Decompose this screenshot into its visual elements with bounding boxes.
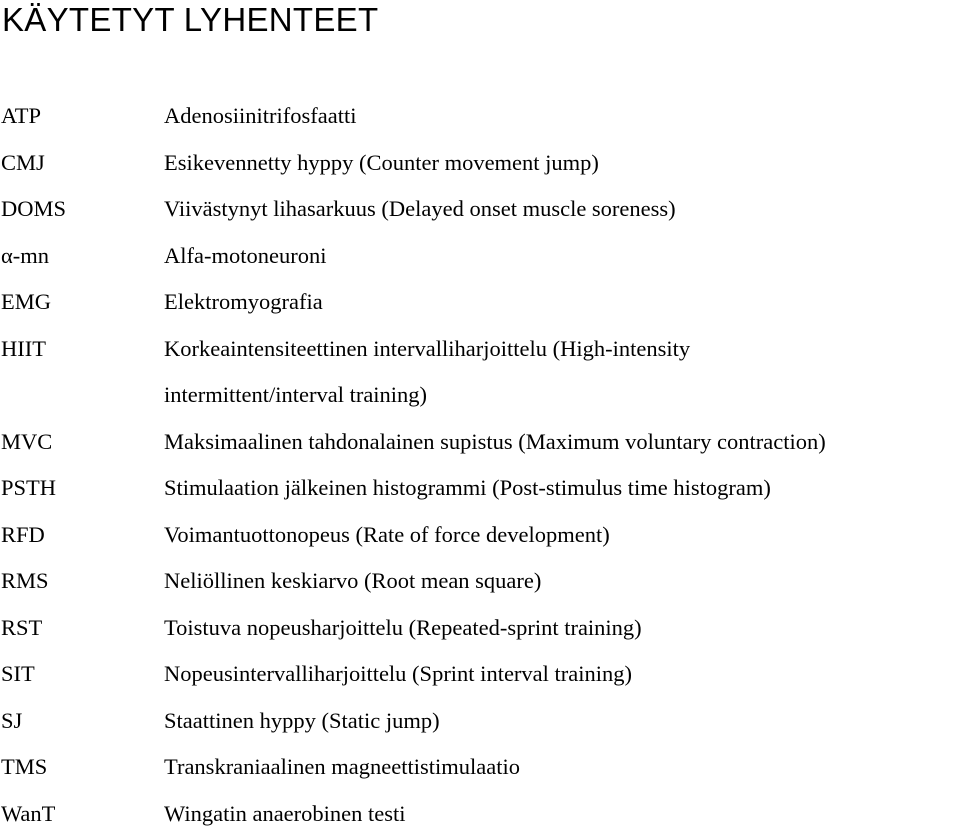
abbreviation-definition: Neliöllinen keskiarvo (Root mean square) bbox=[164, 558, 960, 605]
abbreviation-definition: Wingatin anaerobinen testi bbox=[164, 791, 960, 837]
abbreviation-row-rms bbox=[0, 558, 960, 605]
abbreviation-row-rfd bbox=[0, 512, 960, 559]
abbreviation-row-cmj bbox=[0, 140, 960, 187]
abbreviation-row-atp bbox=[0, 93, 960, 140]
abbreviation-row-want bbox=[0, 791, 960, 837]
page-title: KÄYTETYT LYHENTEET bbox=[2, 0, 378, 40]
abbreviation-term: WanT bbox=[0, 791, 164, 837]
abbreviation-list bbox=[0, 93, 960, 837]
abbreviation-term: CMJ bbox=[0, 140, 164, 187]
abbreviation-row-emg bbox=[0, 279, 960, 326]
abbreviation-row-psth bbox=[0, 465, 960, 512]
abbreviation-term: ATP bbox=[0, 93, 164, 140]
abbreviation-definition: Alfa-motoneuroni bbox=[164, 233, 960, 280]
abbreviation-row-alpha-mn bbox=[0, 233, 960, 280]
abbreviation-term: PSTH bbox=[0, 465, 164, 512]
abbreviation-term: RFD bbox=[0, 512, 164, 559]
abbreviation-definition: Transkraniaalinen magneettistimulaatio bbox=[164, 744, 960, 791]
abbreviation-definition: Adenosiinitrifosfaatti bbox=[164, 93, 960, 140]
abbreviation-term: EMG bbox=[0, 279, 164, 326]
abbreviation-term: MVC bbox=[0, 419, 164, 466]
abbreviation-row-tms bbox=[0, 744, 960, 791]
abbreviation-term: HIIT bbox=[0, 326, 164, 373]
abbreviation-term: RST bbox=[0, 605, 164, 652]
abbreviation-term: RMS bbox=[0, 558, 164, 605]
abbreviation-definition: Elektromyografia bbox=[164, 279, 960, 326]
abbreviation-definition: Viivästynyt lihasarkuus (Delayed onset muscle soreness) bbox=[164, 186, 960, 233]
abbreviation-term: α-mn bbox=[0, 233, 164, 280]
abbreviation-definition: Stimulaation jälkeinen histogrammi (Post-stimulus time histogram) bbox=[164, 465, 960, 512]
abbreviation-row-sit bbox=[0, 651, 960, 698]
abbreviation-definition: Korkeaintensiteettinen intervalliharjoittelu (High-intensity bbox=[164, 326, 960, 373]
abbreviation-definition: Staattinen hyppy (Static jump) bbox=[164, 698, 960, 745]
abbreviation-term: DOMS bbox=[0, 186, 164, 233]
abbreviation-row-hiit bbox=[0, 326, 960, 373]
abbreviation-definition: Toistuva nopeusharjoittelu (Repeated-sprint training) bbox=[164, 605, 960, 652]
abbreviation-term: TMS bbox=[0, 744, 164, 791]
abbreviation-row-rst bbox=[0, 605, 960, 652]
abbreviation-row-hiit-continued bbox=[0, 372, 960, 419]
abbreviation-term: SJ bbox=[0, 698, 164, 745]
abbreviation-term: SIT bbox=[0, 651, 164, 698]
abbreviation-definition: intermittent/interval training) bbox=[164, 372, 960, 419]
abbreviation-definition: Esikevennetty hyppy (Counter movement jump) bbox=[164, 140, 960, 187]
abbreviation-row-sj bbox=[0, 698, 960, 745]
abbreviation-definition: Nopeusintervalliharjoittelu (Sprint interval training) bbox=[164, 651, 960, 698]
abbreviation-definition: Maksimaalinen tahdonalainen supistus (Maximum voluntary contraction) bbox=[164, 419, 960, 466]
abbreviation-definition: Voimantuottonopeus (Rate of force development) bbox=[164, 512, 960, 559]
abbreviation-row-doms bbox=[0, 186, 960, 233]
abbreviation-row-mvc bbox=[0, 419, 960, 466]
